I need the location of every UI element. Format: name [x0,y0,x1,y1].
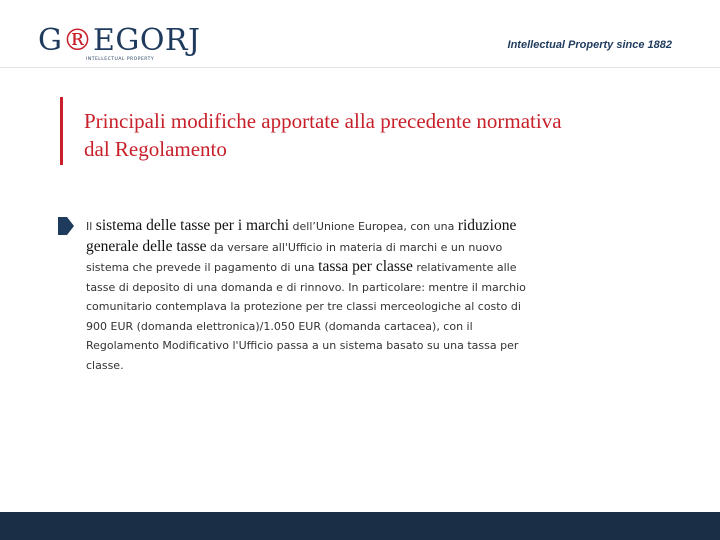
logo-letters: EGORJ [92,23,201,58]
slide-title: Principali modifiche apportate alla precedente normativa dal Regolamento [84,109,562,161]
company-tagline: Intellectual Property since 1882 [507,39,672,51]
footer-bar [0,512,720,540]
emphasized-text: riduzione generale delle tasse [86,217,517,255]
registered-mark-icon: ® [62,23,93,58]
pentagon-arrow-icon [58,217,74,235]
paragraph-text: relativamente alle tasse di deposito di una domanda e di rinnovo. In particolare: mentre il marchio comunitario contemplava la protezione per tre classi merceologiche al costo di 900 EUR (domanda elettronica)/1.050 EUR (domanda cartacea), con il Regolamento Modificativo l'Ufficio passa a un sistema basato su una tassa per classe. [86,261,526,372]
company-logo [38,23,201,64]
emphasized-text: sistema delle tasse per i marchi [95,217,290,234]
paragraph-text: dell’Unione Europea, con una [289,220,458,233]
header-divider [0,67,720,68]
title-accent-bar [60,97,63,165]
paragraph-text: Il [86,220,96,233]
emphasized-text: tassa per classe [318,258,413,275]
logo-letter-g: G [38,23,63,58]
logo-subtitle: INTELLECTUAL PROPERTY [86,57,155,62]
logo-wordmark [38,24,201,58]
paragraph-text: da versare all'Ufficio in materia di marchi e un nuovo sistema che prevede il pagamento di una [86,240,503,274]
bullet-paragraph [86,216,526,375]
